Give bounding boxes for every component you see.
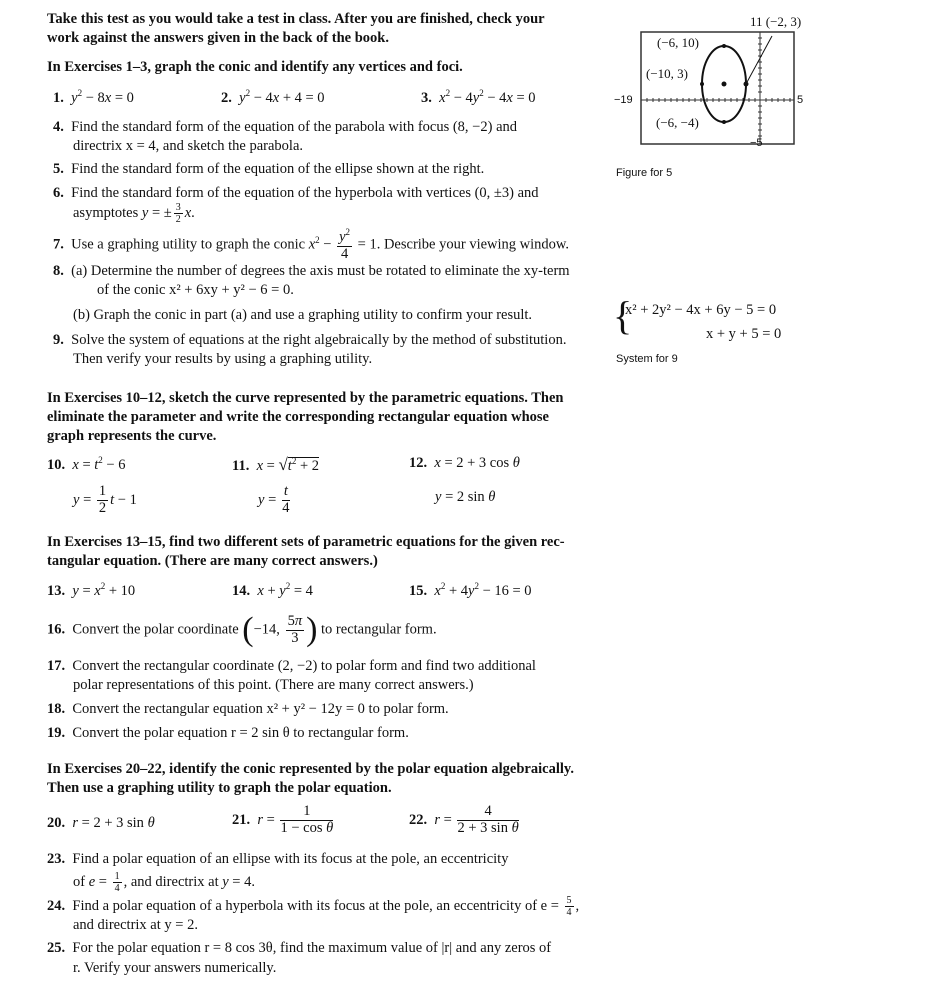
problem-24-cont: and directrix at y = 2. — [73, 917, 198, 933]
section-3-heading-line1: In Exercises 13–15, find two different sets of parametric equations for the given rec- — [47, 534, 565, 550]
section-4-heading-line2: Then use a graphing utility to graph the polar equation. — [47, 780, 392, 796]
problem-11-y: y = $\frac{t}{4}$ — [258, 483, 290, 516]
label-minus6-10: (−6, 10) — [657, 35, 699, 50]
center-point — [722, 82, 727, 87]
label-minus6-minus4: (−6, −4) — [656, 115, 699, 130]
system-brace: { — [613, 293, 633, 338]
figure-5-caption: Figure for 5 — [616, 167, 673, 179]
problem-5: 5. Find the standard form of the equation of the ellipse shown at the right. — [53, 161, 485, 177]
problem-8b: (b) Graph the conic in part (a) and use a graphing utility to confirm your result. — [73, 307, 533, 323]
problem-23: 23. Find a polar equation of an ellipse with its focus at the pole, an eccentricity — [47, 851, 509, 867]
section-2-heading-line1: In Exercises 10–12, sketch the curve represented by the parametric equations. Then — [47, 390, 564, 406]
problem-19: 19. Convert the polar equation r = 2 sin θ to rectangular form. — [47, 725, 409, 741]
ellipse-graph — [600, 8, 832, 158]
problem-8a: 8. (a) Determine the number of degrees the axis must be rotated to eliminate the xy-term — [53, 263, 570, 279]
intro-line-2: work against the answers given in the back of the book. — [47, 30, 389, 46]
problem-8a-cont: of the conic x² + 6xy + y² − 6 = 0. — [97, 282, 294, 298]
problem-21: 21. r = $\frac{1}{\text{1 − cos θ}}$ — [232, 803, 334, 836]
problem-16: 16. Convert the polar coordinate (−14, $\frac{5\pi}{3}$ ) to rectangular form. — [47, 611, 437, 648]
problem-17: 17. Convert the rectangular coordinate (2, −2) to polar form and find two additional — [47, 658, 536, 674]
problem-23-cont: of e = $\frac{1}{4}$ , and directrix at y = 4. — [73, 871, 255, 894]
label-5: 5 — [797, 94, 804, 106]
problem-17-cont: polar representations of this point. (There are many correct answers.) — [73, 677, 474, 693]
problem-4: 4. Find the standard form of the equation of the parabola with focus (8, −2) and — [53, 119, 517, 135]
label-minus10-3: (−10, 3) — [646, 66, 688, 81]
system-eq-2: x + y + 5 = 0 — [706, 326, 782, 342]
problem-24: 24. Find a polar equation of a hyperbola with its focus at the pole, an eccentricity of e = $\frac{5}{4}$ , — [47, 895, 580, 918]
section-1-heading: In Exercises 1–3, graph the conic and identify any vertices and foci. — [47, 59, 463, 75]
problem-11: 11. $x = √t^2 + 2$ — [232, 455, 320, 474]
problem-15: 15. $x^2 + 4y^2 - 16 = 0$ — [409, 581, 532, 599]
problem-13: 13. $y = x^2 + 10$ — [47, 581, 136, 599]
point-minus2-3 — [744, 82, 749, 87]
label-minus19: −19 — [614, 94, 633, 106]
problem-10-y: y = $\frac{1}{2}$ t − 1 — [73, 483, 137, 516]
problem-6-cont: asymptotes y = ± $\frac{3}{2}$ x. — [73, 202, 195, 225]
problem-2: 2. $y^2 - 4x + 4 = 0$ — [221, 88, 325, 106]
problem-25-cont: r. Verify your answers numerically. — [73, 960, 277, 976]
problem-25: 25. For the polar equation r = 8 cos 3θ, find the maximum value of |r| and any zeros of — [47, 940, 552, 956]
system-9-caption: System for 9 — [616, 353, 678, 365]
problem-12: 12. x = 2 + 3 cos θ — [409, 455, 520, 471]
problem-10: 10. $x = t^2 - 6$ — [47, 455, 126, 473]
problem-4-cont: directrix x = 4, and sketch the parabola. — [73, 138, 304, 154]
problem-3: 3. $x^2 - 4y^2 - 4x = 0$ — [421, 88, 536, 106]
problem-14: 14. $x + y^2 = 4$ — [232, 581, 313, 599]
section-2-heading-line3: graph represents the curve. — [47, 428, 217, 444]
problem-9-cont: Then verify your results by using a graphing utility. — [73, 351, 373, 367]
problem-6: 6. Find the standard form of the equation of the hyperbola with vertices (0, ±3) and — [53, 185, 539, 201]
problem-20: 20. r = 2 + 3 sin θ — [47, 815, 155, 831]
system-eq-1: x² + 2y² − 4x + 6y − 5 = 0 — [625, 302, 777, 318]
problem-7: 7. Use a graphing utility to graph the conic $x^2$ − $\frac{y^2}{4}$ = 1. Describe your viewing window. — [53, 227, 570, 262]
section-3-heading-line2: tangular equation. (There are many correct answers.) — [47, 553, 378, 569]
label-minus5: −5 — [750, 137, 763, 149]
problem-22: 22. r = $\frac{4}{\text{2 + 3 sin θ}}$ — [409, 803, 519, 836]
problem-9: 9. Solve the system of equations at the right algebraically by the method of substitution. — [53, 332, 567, 348]
section-2-heading-line2: eliminate the parameter and write the corresponding rectangular equation whose — [47, 409, 549, 425]
section-4-heading-line1: In Exercises 20–22, identify the conic represented by the polar equation algebraically. — [47, 761, 574, 777]
problem-1: 1. $y^2 - 8x = 0$ — [53, 88, 134, 106]
problem-18: 18. Convert the rectangular equation x² + y² − 12y = 0 to polar form. — [47, 701, 449, 717]
problem-12-y: y = 2 sin θ — [435, 489, 496, 505]
label-top-right: 11 (−2, 3) — [750, 14, 802, 29]
intro-line-1: Take this test as you would take a test in class. After you are finished, check your — [47, 11, 545, 27]
